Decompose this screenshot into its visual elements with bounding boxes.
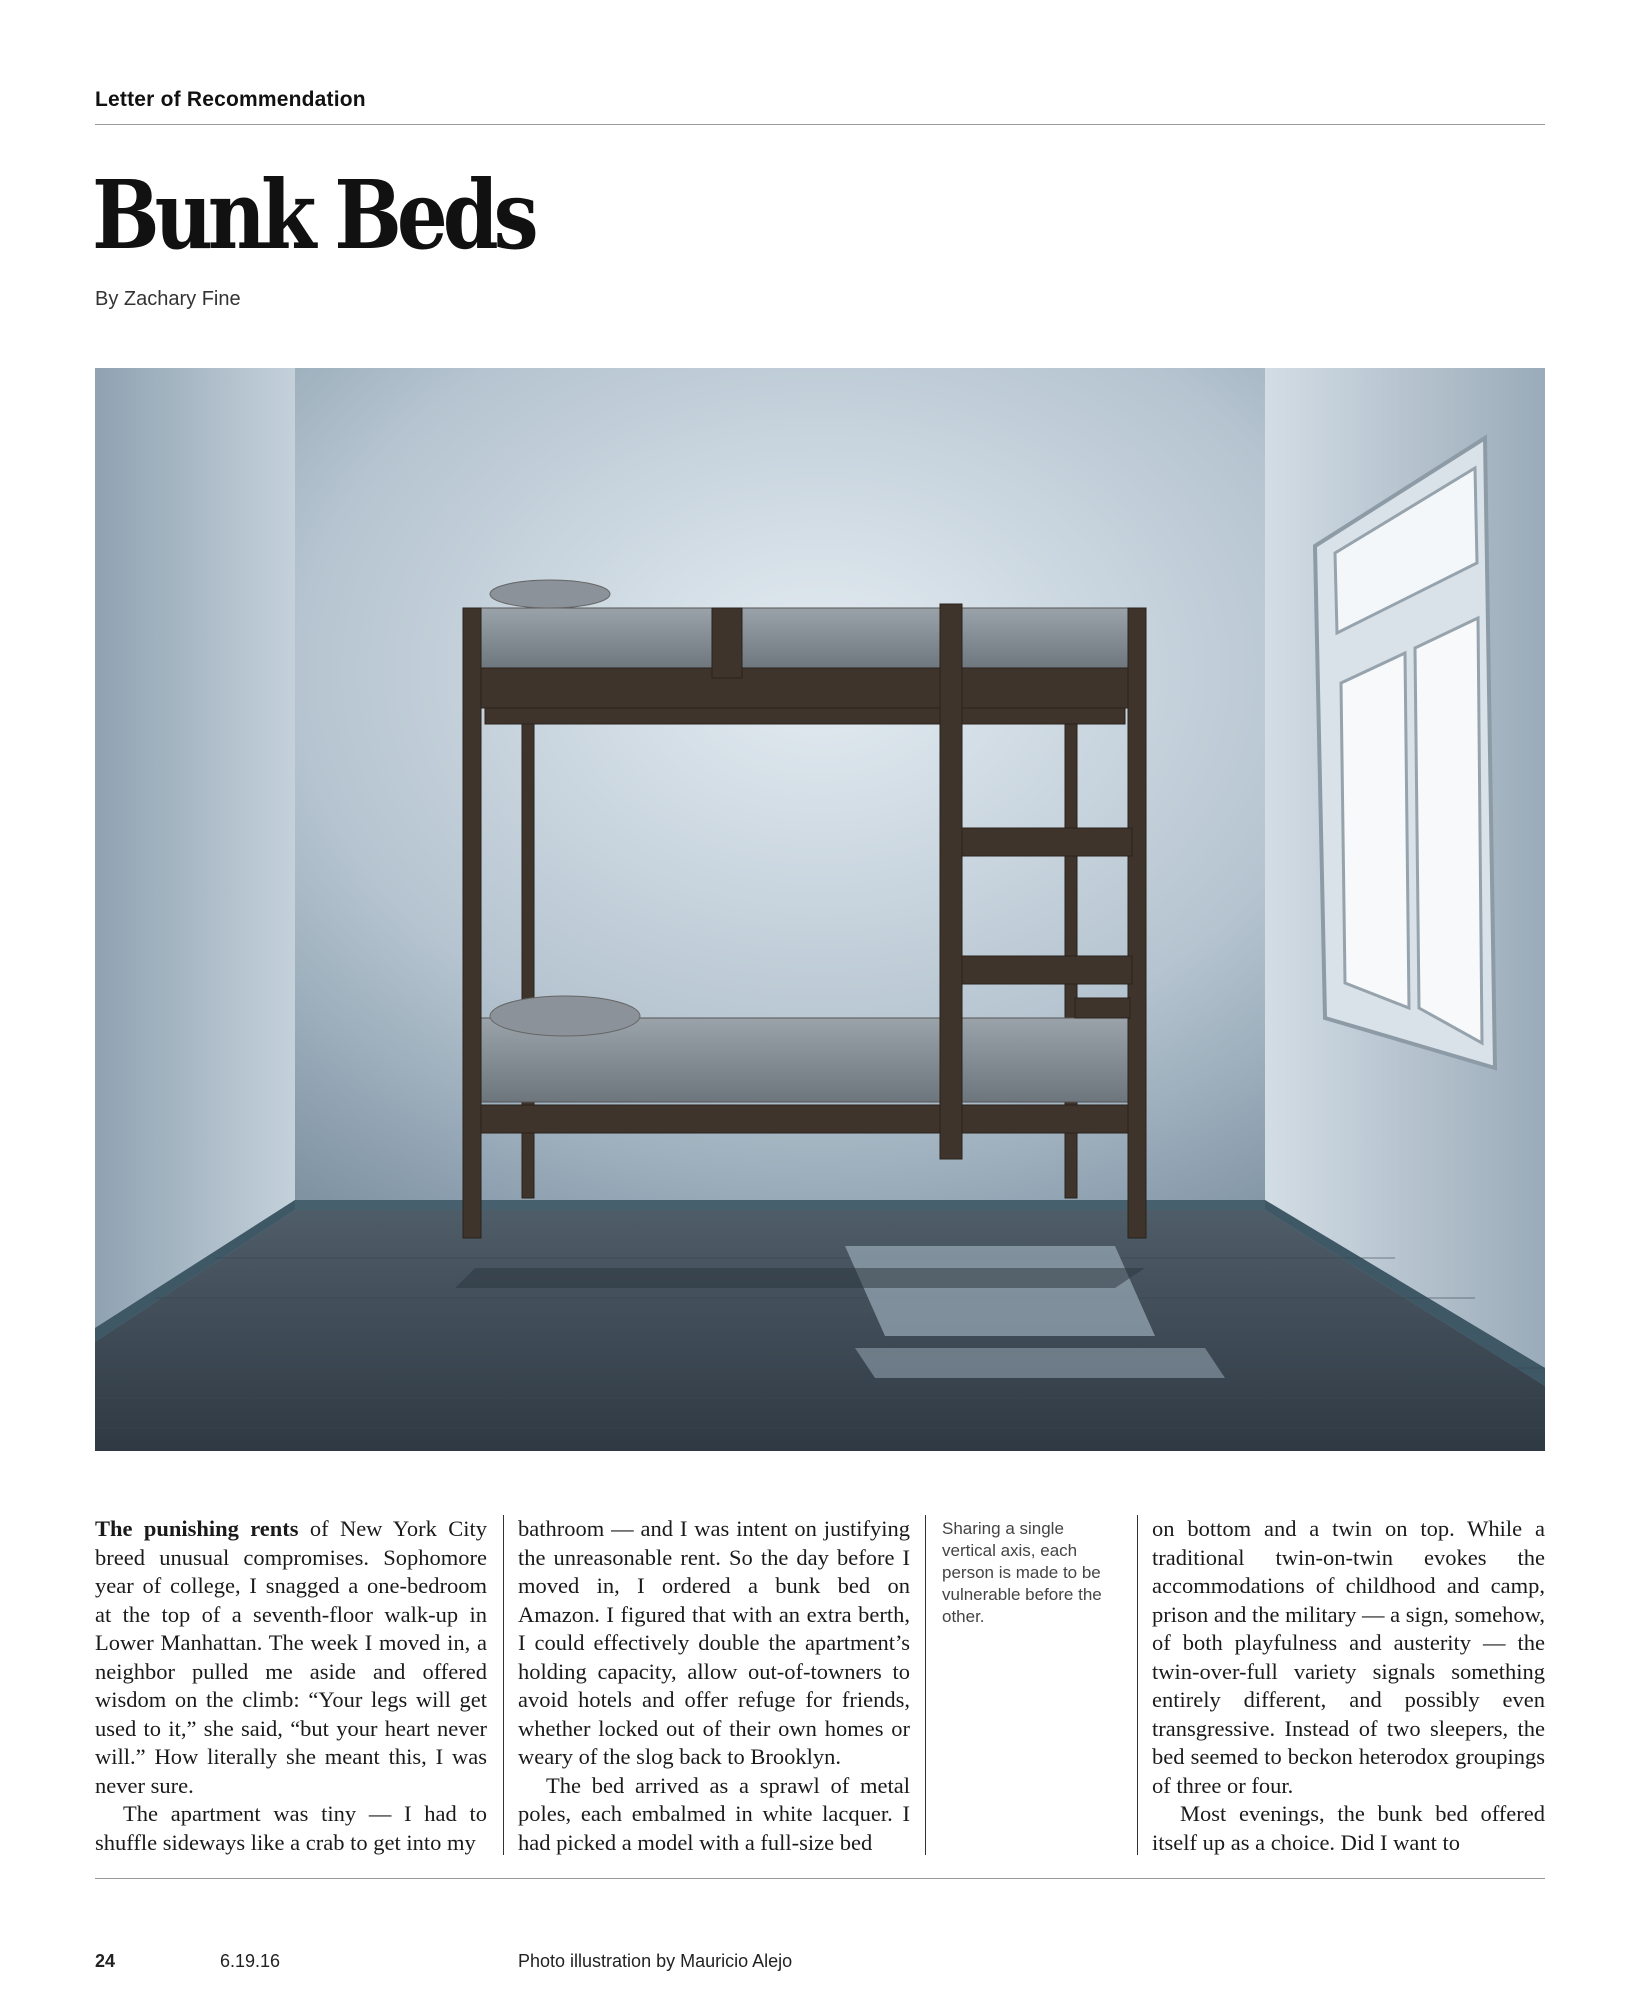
body-column-1 (95, 1515, 487, 1857)
section-label: Letter of Recommendation (95, 88, 366, 111)
byline: By Zachary Fine (95, 288, 241, 310)
photo-credit: Photo illustration by Mauricio Alejo (518, 1951, 793, 1971)
issue-date: 6.19.16 (220, 1951, 281, 1971)
column-divider (1137, 1515, 1138, 1855)
bunk-bed-illustration (95, 368, 1545, 1451)
paragraph-3: bathroom — and I was intent on justifying the unreasonable rent. So the day before I moved in, I ordered a bunk bed on Amazon. I figured that with an extra berth, I could effectively double the apartment’s holding capacity, allow out-of-towners to avoid hotels and offer refuge for friends, whether locked out of their own homes or weary of the slog back to Brooklyn. (518, 1516, 910, 1769)
paragraph-1-text: of New York City breed unusual compromises. Sophomore year of college, I snagged a one-bedroom at the top of a seventh-floor walk-up in Lower Manhattan. The week I moved in, a neighbor pulled me aside and offered wisdom on the climb: “Your legs will get used to it,” she said, “but your heart never will.” How literally she meant this, I was never sure. (95, 1516, 487, 1798)
headline: Bunk Beds (92, 159, 534, 271)
hero-photo (95, 368, 1545, 1451)
footer-rule (95, 1878, 1545, 1879)
paragraph-6: Most evenings, the bunk bed offered itself up as a choice. Did I want to (1152, 1801, 1545, 1855)
lead-in: The punishing rents (95, 1516, 299, 1541)
paragraph-5: on bottom and a twin on top. While a traditional twin-on-twin evokes the accommodations of childhood and camp, prison and the military — a sign, somehow, of both playfulness and austerity — the twin-over-full variety signals something entirely different, and possibly even transgressive. Instead of two sleepers, the bed seemed to beckon heterodox groupings of three or four. (1152, 1516, 1545, 1798)
column-divider (925, 1515, 926, 1855)
column-divider (503, 1515, 504, 1855)
body-column-2 (518, 1515, 910, 1857)
pull-quote: Sharing a single vertical axis, each person is made to be vulnerable before the other. (942, 1519, 1102, 1626)
page-number: 24 (95, 1951, 116, 1971)
paragraph-2: The apartment was tiny — I had to shuffle sideways like a crab to get into my (95, 1801, 487, 1855)
body-column-4 (1152, 1515, 1545, 1857)
header-rule (95, 124, 1545, 125)
paragraph-4: The bed arrived as a sprawl of metal poles, each embalmed in white lacquer. I had picked a model with a full-size bed (518, 1772, 910, 1855)
